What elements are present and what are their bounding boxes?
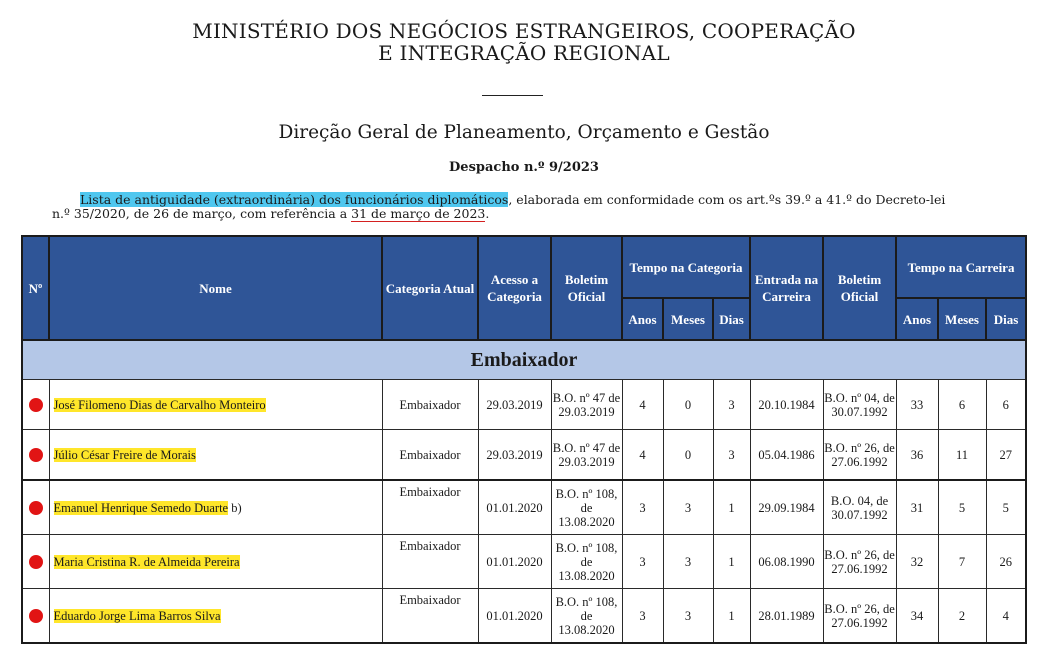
header-car-meses: Meses bbox=[938, 298, 986, 340]
table-row bbox=[22, 535, 1026, 589]
red-bullet-icon bbox=[29, 448, 43, 462]
cat-meses-cell: 0 bbox=[663, 380, 713, 430]
seniority-table bbox=[21, 235, 1027, 644]
table-row bbox=[22, 589, 1026, 644]
categoria-cell: Embaixador bbox=[382, 535, 478, 589]
ministry-title-line1: MINISTÉRIO DOS NEGÓCIOS ESTRANGEIROS, COOPERAÇÃO bbox=[192, 19, 856, 43]
header-tempo-carreira: Tempo na Carreira bbox=[896, 236, 1026, 298]
boletim-2-cell: B.O. nº 26, de 27.06.1992 bbox=[823, 430, 896, 481]
car-dias-cell: 27 bbox=[986, 430, 1026, 481]
header-cat-dias: Dias bbox=[713, 298, 750, 340]
entrada-cell: 20.10.1984 bbox=[750, 380, 823, 430]
name-cell bbox=[49, 589, 382, 644]
person-name: Emanuel Henrique Semedo Duarte bbox=[53, 500, 229, 515]
red-bullet-icon bbox=[29, 398, 43, 412]
boletim-2-cell: B.O. 04, de 30.07.1992 bbox=[823, 480, 896, 535]
intro-reference-date: 31 de março de 2023 bbox=[351, 206, 486, 221]
cat-anos-cell: 4 bbox=[622, 430, 663, 481]
cat-anos-cell: 3 bbox=[622, 535, 663, 589]
categoria-cell: Embaixador bbox=[382, 589, 478, 644]
header-acesso-categoria: Acesso a Categoria bbox=[478, 236, 551, 340]
boletim-cell: B.O. nº 108, de 13.08.2020 bbox=[551, 480, 622, 535]
table-row bbox=[22, 430, 1026, 481]
car-meses-cell: 11 bbox=[938, 430, 986, 481]
bullet-cell bbox=[22, 535, 49, 589]
car-dias-cell: 6 bbox=[986, 380, 1026, 430]
header-numero: Nº bbox=[22, 236, 49, 340]
red-bullet-icon bbox=[29, 555, 43, 569]
entrada-cell: 06.08.1990 bbox=[750, 535, 823, 589]
header-nome: Nome bbox=[49, 236, 382, 340]
name-cell bbox=[49, 480, 382, 535]
intro-text-2: n.º 35/2020, de 26 de março, com referência a bbox=[52, 206, 352, 221]
name-cell bbox=[49, 380, 382, 430]
cat-meses-cell: 3 bbox=[663, 480, 713, 535]
entrada-cell: 29.09.1984 bbox=[750, 480, 823, 535]
car-anos-cell: 36 bbox=[896, 430, 938, 481]
header-boletim-oficial-2: Boletim Oficial bbox=[823, 236, 896, 340]
acesso-cell: 29.03.2019 bbox=[478, 380, 551, 430]
directorate-title: Direção Geral de Planeamento, Orçamento e Gestão bbox=[278, 122, 770, 143]
cat-meses-cell: 3 bbox=[663, 535, 713, 589]
boletim-cell: B.O. nº 47 de 29.03.2019 bbox=[551, 430, 622, 481]
category-section-title: Embaixador bbox=[22, 340, 1026, 380]
car-meses-cell: 5 bbox=[938, 480, 986, 535]
intro-highlight: Lista de antiguidade (extraordinária) dos funcionários diplomáticos bbox=[80, 192, 509, 207]
car-meses-cell: 6 bbox=[938, 380, 986, 430]
entrada-cell: 28.01.1989 bbox=[750, 589, 823, 644]
acesso-cell: 29.03.2019 bbox=[478, 430, 551, 481]
cat-meses-cell: 0 bbox=[663, 430, 713, 481]
table-row bbox=[22, 380, 1026, 430]
red-bullet-icon bbox=[29, 501, 43, 515]
car-anos-cell: 32 bbox=[896, 535, 938, 589]
car-dias-cell: 4 bbox=[986, 589, 1026, 644]
cat-anos-cell: 4 bbox=[622, 380, 663, 430]
cat-anos-cell: 3 bbox=[622, 589, 663, 644]
bullet-cell bbox=[22, 380, 49, 430]
cat-anos-cell: 3 bbox=[622, 480, 663, 535]
bullet-cell bbox=[22, 430, 49, 481]
boletim-2-cell: B.O. nº 04, de 30.07.1992 bbox=[823, 380, 896, 430]
car-meses-cell: 7 bbox=[938, 535, 986, 589]
name-note: b) bbox=[228, 500, 242, 515]
boletim-cell: B.O. nº 108, de 13.08.2020 bbox=[551, 589, 622, 644]
categoria-cell: Embaixador bbox=[382, 480, 478, 535]
person-name: Maria Cristina R. de Almeida Pereira bbox=[53, 554, 240, 569]
car-anos-cell: 31 bbox=[896, 480, 938, 535]
name-cell bbox=[49, 535, 382, 589]
car-meses-cell: 2 bbox=[938, 589, 986, 644]
header-cat-anos: Anos bbox=[622, 298, 663, 340]
boletim-cell: B.O. nº 108, de 13.08.2020 bbox=[551, 535, 622, 589]
car-anos-cell: 33 bbox=[896, 380, 938, 430]
red-bullet-icon bbox=[29, 609, 43, 623]
boletim-2-cell: B.O. nº 26, de 27.06.1992 bbox=[823, 589, 896, 644]
cat-dias-cell: 1 bbox=[713, 480, 750, 535]
despacho-number: Despacho n.º 9/2023 bbox=[449, 160, 599, 175]
cat-dias-cell: 1 bbox=[713, 535, 750, 589]
header-cat-meses: Meses bbox=[663, 298, 713, 340]
ministry-title-line2: E INTEGRAÇÃO REGIONAL bbox=[378, 41, 670, 65]
categoria-cell: Embaixador bbox=[382, 380, 478, 430]
car-dias-cell: 5 bbox=[986, 480, 1026, 535]
cat-dias-cell: 1 bbox=[713, 589, 750, 644]
title-divider bbox=[482, 95, 543, 96]
boletim-cell: B.O. nº 47 de 29.03.2019 bbox=[551, 380, 622, 430]
header-car-anos: Anos bbox=[896, 298, 938, 340]
intro-text-end: . bbox=[485, 206, 490, 221]
acesso-cell: 01.01.2020 bbox=[478, 589, 551, 644]
intro-text-1: , elaborada em conformidade com os art.ºs 39.º a 41.º do Decreto-lei bbox=[508, 192, 946, 207]
header-tempo-categoria: Tempo na Categoria bbox=[622, 236, 750, 298]
intro-paragraph bbox=[52, 193, 1012, 221]
cat-dias-cell: 3 bbox=[713, 380, 750, 430]
cat-dias-cell: 3 bbox=[713, 430, 750, 481]
bullet-cell bbox=[22, 480, 49, 535]
person-name: José Filomeno Dias de Carvalho Monteiro bbox=[53, 397, 266, 412]
car-anos-cell: 34 bbox=[896, 589, 938, 644]
acesso-cell: 01.01.2020 bbox=[478, 480, 551, 535]
boletim-2-cell: B.O. nº 26, de 27.06.1992 bbox=[823, 535, 896, 589]
bullet-cell bbox=[22, 589, 49, 644]
cat-meses-cell: 3 bbox=[663, 589, 713, 644]
acesso-cell: 01.01.2020 bbox=[478, 535, 551, 589]
car-dias-cell: 26 bbox=[986, 535, 1026, 589]
header-car-dias: Dias bbox=[986, 298, 1026, 340]
name-cell bbox=[49, 430, 382, 481]
table-row bbox=[22, 480, 1026, 535]
person-name: Júlio César Freire de Morais bbox=[53, 447, 196, 462]
person-name: Eduardo Jorge Lima Barros Silva bbox=[53, 608, 221, 623]
header-entrada-carreira: Entrada na Carreira bbox=[750, 236, 823, 340]
header-categoria-atual: Categoria Atual bbox=[382, 236, 478, 340]
entrada-cell: 05.04.1986 bbox=[750, 430, 823, 481]
categoria-cell: Embaixador bbox=[382, 430, 478, 481]
header-boletim-oficial: Boletim Oficial bbox=[551, 236, 622, 340]
